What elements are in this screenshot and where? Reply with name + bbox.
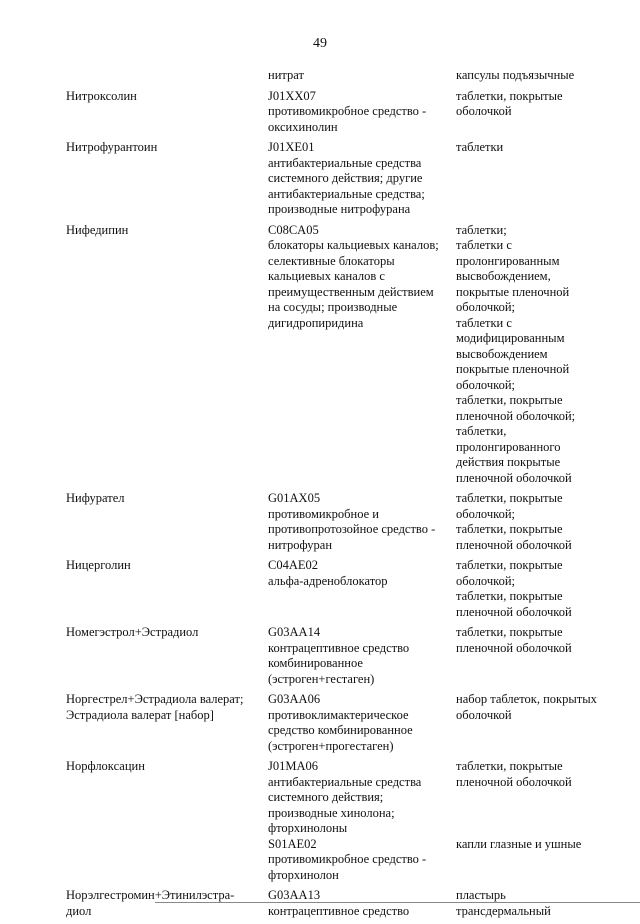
pharm-group-line: фторхинолоны: [268, 821, 348, 835]
drug-name: Номегэстрол+Эстрадиол: [66, 625, 199, 639]
drug-entry: [0, 888, 640, 919]
pharm-group-line: контрацептивное средство: [268, 903, 410, 918]
atc-group: [0, 89, 640, 136]
dosage-form: капли глазные и ушные: [456, 836, 582, 851]
pharm-group-line: [268, 589, 450, 605]
atc-code: S01AE02: [268, 836, 317, 851]
dosage-form: пластырь трансдермальный: [456, 888, 551, 918]
pharm-group-line: антибактериальные средства: [268, 774, 422, 789]
page-number: 49: [313, 36, 327, 51]
pharm-group-line: антибактериальные средства;: [268, 186, 425, 201]
atc-group: [0, 759, 640, 837]
atc-code: J01XX07: [268, 88, 316, 103]
drug-name: Норфлоксацин: [66, 759, 145, 773]
drug-entry: [0, 89, 640, 136]
dosage-form: таблетки, покрытые оболочкой; таблетки, покрытые пленочной оболочкой: [456, 558, 572, 619]
drug-entry: [0, 759, 640, 883]
pharm-group-line: (эстроген+прогестаген): [268, 738, 394, 753]
pharm-group-line: [268, 409, 450, 425]
pharm-group-line: [268, 347, 450, 363]
atc-group: [0, 837, 640, 884]
pharm-group-line: альфа-адреноблокатор: [268, 573, 388, 588]
atc-group: [0, 68, 640, 84]
pharm-group-line: системного действия;: [268, 790, 384, 804]
drug-name: Норэлгестромин+Этинилэстра- диол: [66, 888, 235, 918]
pharm-group-line: [268, 378, 450, 394]
dosage-form: капсулы подъязычные: [456, 68, 575, 82]
atc-group: [0, 625, 640, 687]
pharm-group-line: производные нитрофурана: [268, 202, 411, 216]
atc-code: C04AE02: [268, 558, 318, 572]
atc-code: нитрат: [268, 68, 304, 82]
pharm-group-line: селективные блокаторы: [268, 253, 395, 268]
pharm-group-line: блокаторы кальциевых каналов;: [268, 238, 439, 252]
pharm-group-line: контрацептивное средство: [268, 640, 410, 655]
pharm-group-line: преимущественным действием: [268, 284, 434, 299]
pharm-group-line: [268, 455, 450, 471]
atc-group: [0, 491, 640, 553]
pharm-group-line: производные хинолона;: [268, 805, 395, 820]
pharm-group-line: противоклимактерическое: [268, 707, 409, 722]
pharm-group-line: [268, 471, 450, 487]
atc-group: [0, 692, 640, 754]
atc-code: G01AX05: [268, 491, 321, 505]
pharm-group-line: нитрофуран: [268, 537, 333, 552]
pharm-group-line: [268, 331, 450, 347]
atc-code: C08CA05: [268, 222, 319, 237]
pharm-group-line: кальциевых каналов с: [268, 269, 385, 283]
atc-code: G03AA14: [268, 625, 321, 639]
pharm-group-line: дигидропиридина: [268, 315, 364, 330]
drug-name: Нифедипин: [66, 222, 129, 237]
drug-entry: [0, 68, 640, 84]
pharm-group-line: антибактериальные средства: [268, 155, 422, 170]
atc-code: G03AA06: [268, 692, 321, 706]
pharm-group-line: [268, 393, 450, 409]
dosage-form: таблетки: [456, 140, 504, 154]
drug-entry: [0, 692, 640, 754]
drug-entry: [0, 223, 640, 487]
drug-entry: [0, 625, 640, 687]
pharm-group-line: системного действия; другие: [268, 171, 423, 185]
bottom-rule: [155, 902, 640, 903]
drug-name: Нитроксолин: [66, 88, 137, 103]
atc-code: J01XE01: [268, 140, 315, 154]
dosage-form: таблетки; таблетки с пролонгированным высвобождением, покрытые пленочной оболочкой; таблетки с модифицированным высвобождением покрытые пленочной оболочкой; таблетки, покрытые пленочной оболочкой; таблетки, пролонгированного действия покрытые пленочной оболочкой: [456, 222, 576, 485]
dosage-form: таблетки, покрытые пленочной оболочкой: [456, 625, 572, 655]
pharm-group-line: на сосуды; производные: [268, 300, 398, 314]
pharm-group-line: противомикробное и: [268, 506, 379, 521]
drug-list: [0, 68, 640, 924]
dosage-form: таблетки, покрытые пленочной оболочкой: [456, 759, 572, 789]
dosage-form: таблетки, покрытые оболочкой: [456, 88, 563, 118]
atc-group: [0, 140, 640, 218]
pharm-group-line: [268, 440, 450, 456]
drug-name: Нитрофурантоин: [66, 140, 158, 154]
drug-entry: [0, 491, 640, 553]
atc-code: G03AA13: [268, 888, 321, 902]
pharm-group-line: противомикробное средство -: [268, 104, 427, 118]
pharm-group-line: оксихинолин: [268, 119, 338, 134]
drug-name: Норгестрел+Эстрадиола валерат; Эстрадиола валерат [набор]: [66, 692, 244, 722]
pharm-group-line: [268, 424, 450, 440]
pharm-group-line: комбинированное: [268, 656, 363, 670]
dosage-form: набор таблеток, покрытых оболочкой: [456, 692, 597, 722]
atc-code: J01MA06: [268, 759, 319, 773]
atc-group: [0, 558, 640, 620]
pharm-group-line: [268, 362, 450, 378]
pharm-group-line: (эстроген+гестаген): [268, 671, 375, 686]
pharm-group-line: средство комбинированное: [268, 723, 413, 737]
pharm-group-line: фторхинолон: [268, 867, 339, 882]
drug-entry: [0, 558, 640, 620]
drug-name: Нифурател: [66, 491, 125, 505]
pharm-group-line: противопротозойное средство -: [268, 522, 436, 536]
drug-name: Ницерголин: [66, 558, 131, 572]
dosage-form: таблетки, покрытые оболочкой; таблетки, покрытые пленочной оболочкой: [456, 491, 572, 552]
pharm-group-line: [268, 605, 450, 621]
atc-group: [0, 223, 640, 487]
pharm-group-line: противомикробное средство -: [268, 852, 427, 866]
drug-entry: [0, 140, 640, 218]
atc-group: [0, 888, 640, 919]
